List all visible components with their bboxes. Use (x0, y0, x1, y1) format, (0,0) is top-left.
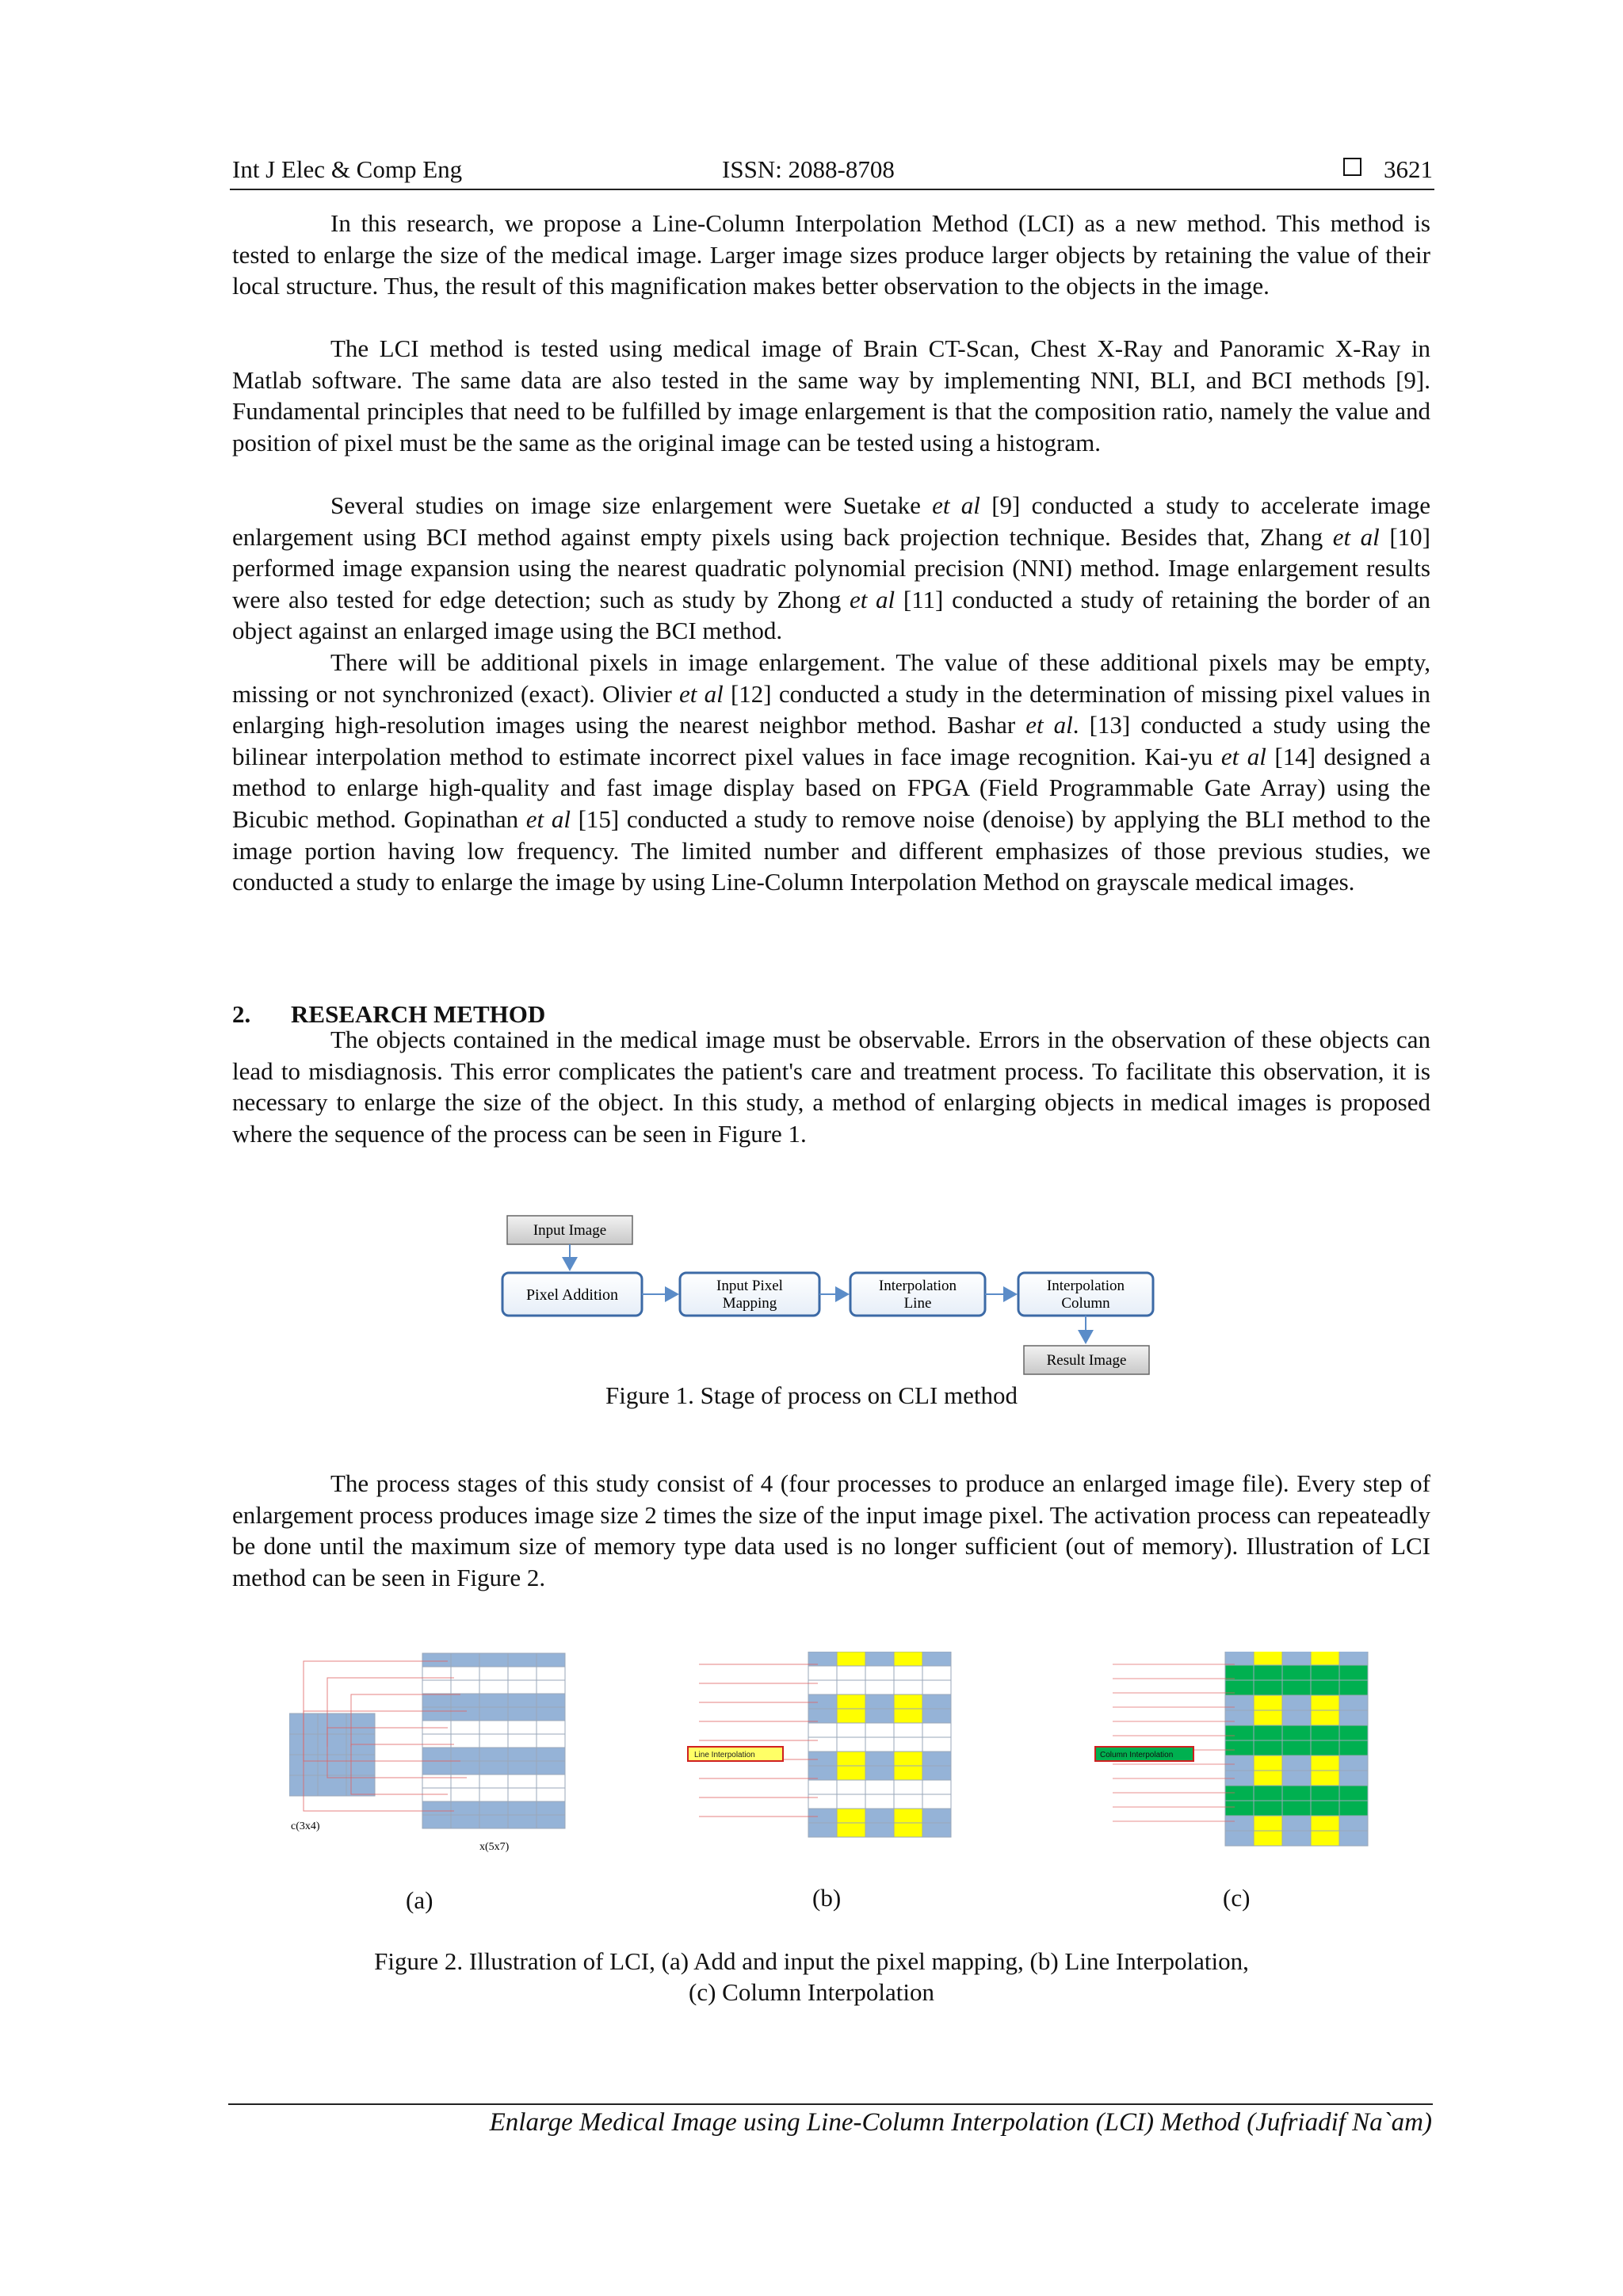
grid-cell (922, 1809, 951, 1823)
grid-cell (479, 1680, 508, 1694)
grid-cell (808, 1709, 837, 1723)
grid-cell (1311, 1786, 1339, 1801)
source-pixel (318, 1755, 346, 1775)
grid-cell (422, 1653, 451, 1667)
grid-cell (1311, 1665, 1339, 1680)
grid-cell (451, 1775, 479, 1788)
grid-cell (479, 1707, 508, 1721)
svg-text:Input Image: Input Image (533, 1222, 607, 1239)
grid-cell (1282, 1771, 1311, 1786)
grid-cell (1311, 1771, 1339, 1786)
paragraph-4: There will be additional pixels in image enlargement. The value of these additional pixels may be empty, missing or not synchronized (exact). Olivier et al [12] conducted a study in the determination of missing pixel values in enlarging high-resolution images using the nearest neighbor method. Bashar et al. [13] conducted a study using the bilinear interpolation method to estimate incorrect pixel values in face image recognition. Kai-yu et al [14] designed a method to enlarge high-quality and fast image display based on FPGA (Field Programmable Gate Array) using the Bicubic method. Gopinathan et al [15] conducted a study to remove noise (denoise) by applying the BLI method to the image portion having low frequency. The limited number and different emphasizes of those previous studies, we conducted a study to enlarge the image by using Line-Column Interpolation Method on grayscale medical images. (232, 648, 1430, 896)
paragraph-3: Several studies on image size enlargement were Suetake et al [9] conducted a study to accelerate image enlargement using BCI method against empty pixels using back projection technique. Besides that, Zhang et al [10] performed image expansion using the nearest quadratic polynomial precision (NNI) method. Image enlargement results were also tested for edge detection; such as study by Zhong et al [11] conducted a study of retaining the border of an object against an enlarged image using the BCI method. (232, 491, 1430, 645)
grid-cell (865, 1752, 894, 1766)
paragraph-1: In this research, we propose a Line-Column Interpolation Method (LCI) as a new method. This method is tested to enlarge the size of the medical image. Larger image sizes produce larger objects by retaining the value of their local structure. Thus, the result of this magnification makes better observation to the objects in the image. (232, 209, 1430, 300)
grid-cell (865, 1809, 894, 1823)
grid-cell (451, 1815, 479, 1828)
panel-a-small-label: c(3x4) (291, 1820, 320, 1832)
grid-cell (808, 1652, 837, 1666)
grid-cell (1282, 1652, 1311, 1665)
grid-cell (808, 1794, 837, 1809)
grid-cell (1254, 1695, 1282, 1710)
grid-cell (1311, 1801, 1339, 1816)
grid-cell (894, 1780, 922, 1794)
grid-cell (1339, 1771, 1368, 1786)
grid-cell (1225, 1665, 1254, 1680)
grid-cell (508, 1761, 537, 1775)
svg-text:Column: Column (1061, 1295, 1110, 1312)
svg-text:Result Image: Result Image (1046, 1352, 1127, 1369)
interpolation-line-box (850, 1273, 985, 1316)
grid-cell (808, 1809, 837, 1823)
grid-cell (837, 1680, 865, 1694)
grid-cell (1339, 1786, 1368, 1801)
grid-cell (808, 1680, 837, 1694)
grid-cell (837, 1809, 865, 1823)
interpolation-column-box (1018, 1273, 1153, 1316)
grid-cell (837, 1737, 865, 1752)
header-rule (230, 189, 1434, 190)
page-number-block (1343, 155, 1433, 184)
grid-cell (537, 1694, 565, 1707)
grid-cell (451, 1707, 479, 1721)
grid-cell (922, 1752, 951, 1766)
grid-cell (922, 1723, 951, 1737)
grid-cell (1339, 1680, 1368, 1695)
grid-cell (808, 1766, 837, 1780)
grid-cell (894, 1694, 922, 1709)
journal-name: Int J Elec & Comp Eng (232, 155, 463, 183)
grid-cell (1225, 1755, 1254, 1771)
grid-cell (1282, 1831, 1311, 1846)
grid-cell (1225, 1740, 1254, 1755)
grid-cell (922, 1666, 951, 1680)
grid-cell (422, 1815, 451, 1828)
grid-cell (922, 1652, 951, 1666)
grid-cell (1339, 1816, 1368, 1831)
grid-cell (1282, 1680, 1311, 1695)
grid-cell (508, 1653, 537, 1667)
grid-cell (837, 1723, 865, 1737)
grid-cell (422, 1680, 451, 1694)
grid-cell (1311, 1755, 1339, 1771)
grid-cell (479, 1815, 508, 1828)
grid-cell (1282, 1740, 1311, 1755)
grid-cell (451, 1694, 479, 1707)
grid-cell (1311, 1740, 1339, 1755)
grid-cell (1254, 1771, 1282, 1786)
grid-cell (1339, 1665, 1368, 1680)
source-pixel (318, 1775, 346, 1796)
grid-cell (422, 1761, 451, 1775)
grid-cell (808, 1737, 837, 1752)
pixel-addition-box (502, 1273, 642, 1316)
grid-cell (922, 1766, 951, 1780)
grid-cell (1254, 1740, 1282, 1755)
grid-cell (894, 1823, 922, 1837)
grid-cell (537, 1815, 565, 1828)
grid-cell (1282, 1755, 1311, 1771)
grid-cell (1311, 1652, 1339, 1665)
grid-cell (894, 1752, 922, 1766)
grid-cell (1282, 1786, 1311, 1801)
grid-cell (479, 1761, 508, 1775)
page-number: 3621 (1384, 155, 1433, 183)
grid-cell (537, 1734, 565, 1748)
grid-cell (451, 1680, 479, 1694)
grid-cell (479, 1734, 508, 1748)
grid-cell (894, 1766, 922, 1780)
svg-text:Input Pixel: Input Pixel (716, 1278, 783, 1294)
grid-cell (1339, 1831, 1368, 1846)
figure-2b-line-interpolation (683, 1652, 976, 1858)
grid-cell (1225, 1831, 1254, 1846)
grid-cell (894, 1652, 922, 1666)
result-image-box (1024, 1346, 1149, 1374)
svg-text:Interpolation: Interpolation (878, 1278, 957, 1294)
grid-cell (508, 1748, 537, 1761)
grid-cell (837, 1652, 865, 1666)
grid-cell (479, 1801, 508, 1815)
svg-text:Pixel Addition: Pixel Addition (525, 1286, 619, 1304)
grid-cell (508, 1775, 537, 1788)
paragraph-2: The LCI method is tested using medical image of Brain CT-Scan, Chest X-Ray and Panoramic X-Ray in Matlab software. The same data are also tested in the same way by implementing NNI, BLI, and BCI methods [9]. Fundamental principles that need to be fulfilled by image enlargement is that the composition ratio, namely the value and position of pixel must be the same as the original image can be tested using a histogram. (232, 334, 1430, 457)
grid-cell (808, 1823, 837, 1837)
grid-cell (808, 1723, 837, 1737)
grid-cell (479, 1694, 508, 1707)
grid-cell (508, 1815, 537, 1828)
grid-cell (1254, 1816, 1282, 1831)
line-interpolation-tag-label: Line Interpolation (694, 1751, 755, 1759)
grid-cell (479, 1667, 508, 1680)
grid-cell (1282, 1695, 1311, 1710)
grid-cell (1254, 1755, 1282, 1771)
grid-cell (1311, 1725, 1339, 1740)
grid-cell (1254, 1710, 1282, 1725)
grid-cell (479, 1748, 508, 1761)
grid-cell (1311, 1710, 1339, 1725)
grid-cell (508, 1707, 537, 1721)
grid-cell (451, 1788, 479, 1801)
grid-cell (508, 1667, 537, 1680)
grid-cell (1339, 1755, 1368, 1771)
grid-cell (922, 1823, 951, 1837)
grid-cell (808, 1780, 837, 1794)
grid-cell (1339, 1725, 1368, 1740)
grid-cell (865, 1794, 894, 1809)
grid-cell (451, 1761, 479, 1775)
grid-cell (1311, 1816, 1339, 1831)
grid-cell (537, 1775, 565, 1788)
grid-cell (537, 1653, 565, 1667)
grid-cell (922, 1794, 951, 1809)
grid-cell (922, 1709, 951, 1723)
grid-cell (1225, 1710, 1254, 1725)
grid-cell (537, 1707, 565, 1721)
grid-cell (922, 1680, 951, 1694)
grid-cell (1254, 1665, 1282, 1680)
grid-cell (479, 1721, 508, 1734)
grid-cell (1311, 1680, 1339, 1695)
source-pixel (346, 1775, 375, 1796)
grid-cell (894, 1680, 922, 1694)
grid-cell (451, 1801, 479, 1815)
section-number: 2. (232, 1000, 251, 1028)
grid-cell (422, 1801, 451, 1815)
grid-cell (837, 1794, 865, 1809)
running-footer: Enlarge Medical Image using Line-Column Interpolation (LCI) Method (Jufriadif Na`am) (489, 2108, 1432, 2137)
grid-cell (894, 1666, 922, 1680)
grid-cell (1339, 1740, 1368, 1755)
grid-cell (1339, 1710, 1368, 1725)
running-header (232, 155, 1433, 189)
grid-cell (922, 1780, 951, 1794)
grid-cell (865, 1652, 894, 1666)
grid-cell (1254, 1801, 1282, 1816)
grid-cell (894, 1794, 922, 1809)
grid-cell (479, 1775, 508, 1788)
grid-cell (537, 1667, 565, 1680)
figure-2a-pixel-mapping (289, 1652, 575, 1858)
grid-cell (1282, 1725, 1311, 1740)
grid-cell (508, 1734, 537, 1748)
grid-cell (1254, 1831, 1282, 1846)
grid-cell (1311, 1831, 1339, 1846)
grid-cell (1254, 1786, 1282, 1801)
grid-cell (1282, 1801, 1311, 1816)
grid-cell (1339, 1801, 1368, 1816)
footer-rule (228, 2103, 1433, 2105)
grid-cell (865, 1666, 894, 1680)
section-title: RESEARCH METHOD (291, 1000, 546, 1028)
grid-cell (837, 1752, 865, 1766)
grid-cell (808, 1666, 837, 1680)
grid-cell (837, 1780, 865, 1794)
input-image-box (507, 1216, 632, 1244)
grid-cell (1225, 1801, 1254, 1816)
grid-cell (1254, 1652, 1282, 1665)
grid-cell (422, 1694, 451, 1707)
figure-1-caption: Figure 1. Stage of process on CLI method (605, 1381, 1018, 1409)
grid-cell (537, 1748, 565, 1761)
grid-cell (451, 1653, 479, 1667)
grid-cell (537, 1801, 565, 1815)
grid-cell (508, 1694, 537, 1707)
grid-cell (865, 1723, 894, 1737)
issn: ISSN: 2088-8708 (722, 155, 895, 183)
grid-cell (922, 1737, 951, 1752)
grid-cell (894, 1709, 922, 1723)
grid-cell (894, 1809, 922, 1823)
grid-cell (1282, 1665, 1311, 1680)
grid-cell (865, 1680, 894, 1694)
grid-cell (451, 1721, 479, 1734)
grid-cell (1225, 1652, 1254, 1665)
grid-cell (865, 1737, 894, 1752)
grid-cell (451, 1667, 479, 1680)
column-interpolation-tag-label: Column Interpolation (1100, 1751, 1174, 1759)
grid-cell (837, 1709, 865, 1723)
grid-cell (865, 1766, 894, 1780)
grid-cell (1339, 1695, 1368, 1710)
svg-text:Mapping: Mapping (722, 1295, 777, 1312)
grid-cell (1225, 1725, 1254, 1740)
grid-cell (808, 1752, 837, 1766)
figure-2c-label: (c) (1223, 1884, 1251, 1912)
grid-cell (1282, 1816, 1311, 1831)
svg-text:Interpolation: Interpolation (1046, 1278, 1125, 1294)
source-pixel (318, 1713, 346, 1734)
grid-cell (837, 1666, 865, 1680)
figure-2a-label: (a) (406, 1886, 433, 1914)
grid-cell (1225, 1695, 1254, 1710)
grid-cell (1225, 1816, 1254, 1831)
source-pixel (346, 1755, 375, 1775)
grid-cell (422, 1707, 451, 1721)
grid-cell (1282, 1710, 1311, 1725)
svg-text:Line: Line (903, 1295, 932, 1312)
grid-cell (1339, 1652, 1368, 1665)
figure-2-caption-line-1: Figure 2. Illustration of LCI, (a) Add and input the pixel mapping, (b) Line Interpolation, (374, 1947, 1249, 1975)
source-pixel (318, 1734, 346, 1755)
grid-cell (479, 1653, 508, 1667)
grid-cell (451, 1748, 479, 1761)
grid-cell (1254, 1725, 1282, 1740)
figure-2b-label: (b) (812, 1884, 842, 1912)
grid-cell (422, 1775, 451, 1788)
panel-a-big-label: x(5x7) (479, 1841, 510, 1853)
grid-cell (422, 1734, 451, 1748)
grid-cell (894, 1723, 922, 1737)
grid-cell (508, 1788, 537, 1801)
grid-cell (422, 1748, 451, 1761)
grid-cell (865, 1709, 894, 1723)
grid-cell (922, 1694, 951, 1709)
grid-cell (537, 1680, 565, 1694)
grid-cell (865, 1823, 894, 1837)
figure-1-flowchart (499, 1206, 1165, 1379)
grid-cell (865, 1694, 894, 1709)
grid-cell (537, 1788, 565, 1801)
grid-cell (894, 1737, 922, 1752)
grid-cell (537, 1721, 565, 1734)
grid-cell (808, 1694, 837, 1709)
grid-cell (537, 1761, 565, 1775)
figure-2-caption-line-2: (c) Column Interpolation (689, 1978, 934, 2006)
grid-cell (451, 1734, 479, 1748)
source-pixel (346, 1713, 375, 1734)
grid-cell (479, 1788, 508, 1801)
grid-cell (837, 1694, 865, 1709)
grid-cell (508, 1801, 537, 1815)
figure-2c-column-interpolation (1092, 1652, 1393, 1858)
square-bullet-icon (1343, 158, 1361, 176)
grid-cell (1311, 1695, 1339, 1710)
paragraph-6: The process stages of this study consist of 4 (four processes to produce an enlarged image file). Every step of enlargement process produces image size 2 times the size of the input image pixel. The activation process can repeateadly be done until the maximum size of memory type data used is no longer sufficient (out of memory). Illustration of LCI method can be seen in Figure 2. (232, 1469, 1430, 1591)
input-pixel-mapping-box (680, 1273, 819, 1316)
paragraph-5: The objects contained in the medical image must be observable. Errors in the observation of these objects can lead to misdiagnosis. This error complicates the patient's care and treatment process. To facilitate this observation, it is necessary to enlarge the size of the object. In this study, a method of enlarging objects in medical images is proposed where the sequence of the process can be seen in Figure 1. (232, 1026, 1430, 1148)
grid-cell (865, 1780, 894, 1794)
grid-cell (508, 1721, 537, 1734)
grid-cell (837, 1766, 865, 1780)
grid-cell (1254, 1680, 1282, 1695)
grid-cell (837, 1823, 865, 1837)
grid-cell (508, 1680, 537, 1694)
